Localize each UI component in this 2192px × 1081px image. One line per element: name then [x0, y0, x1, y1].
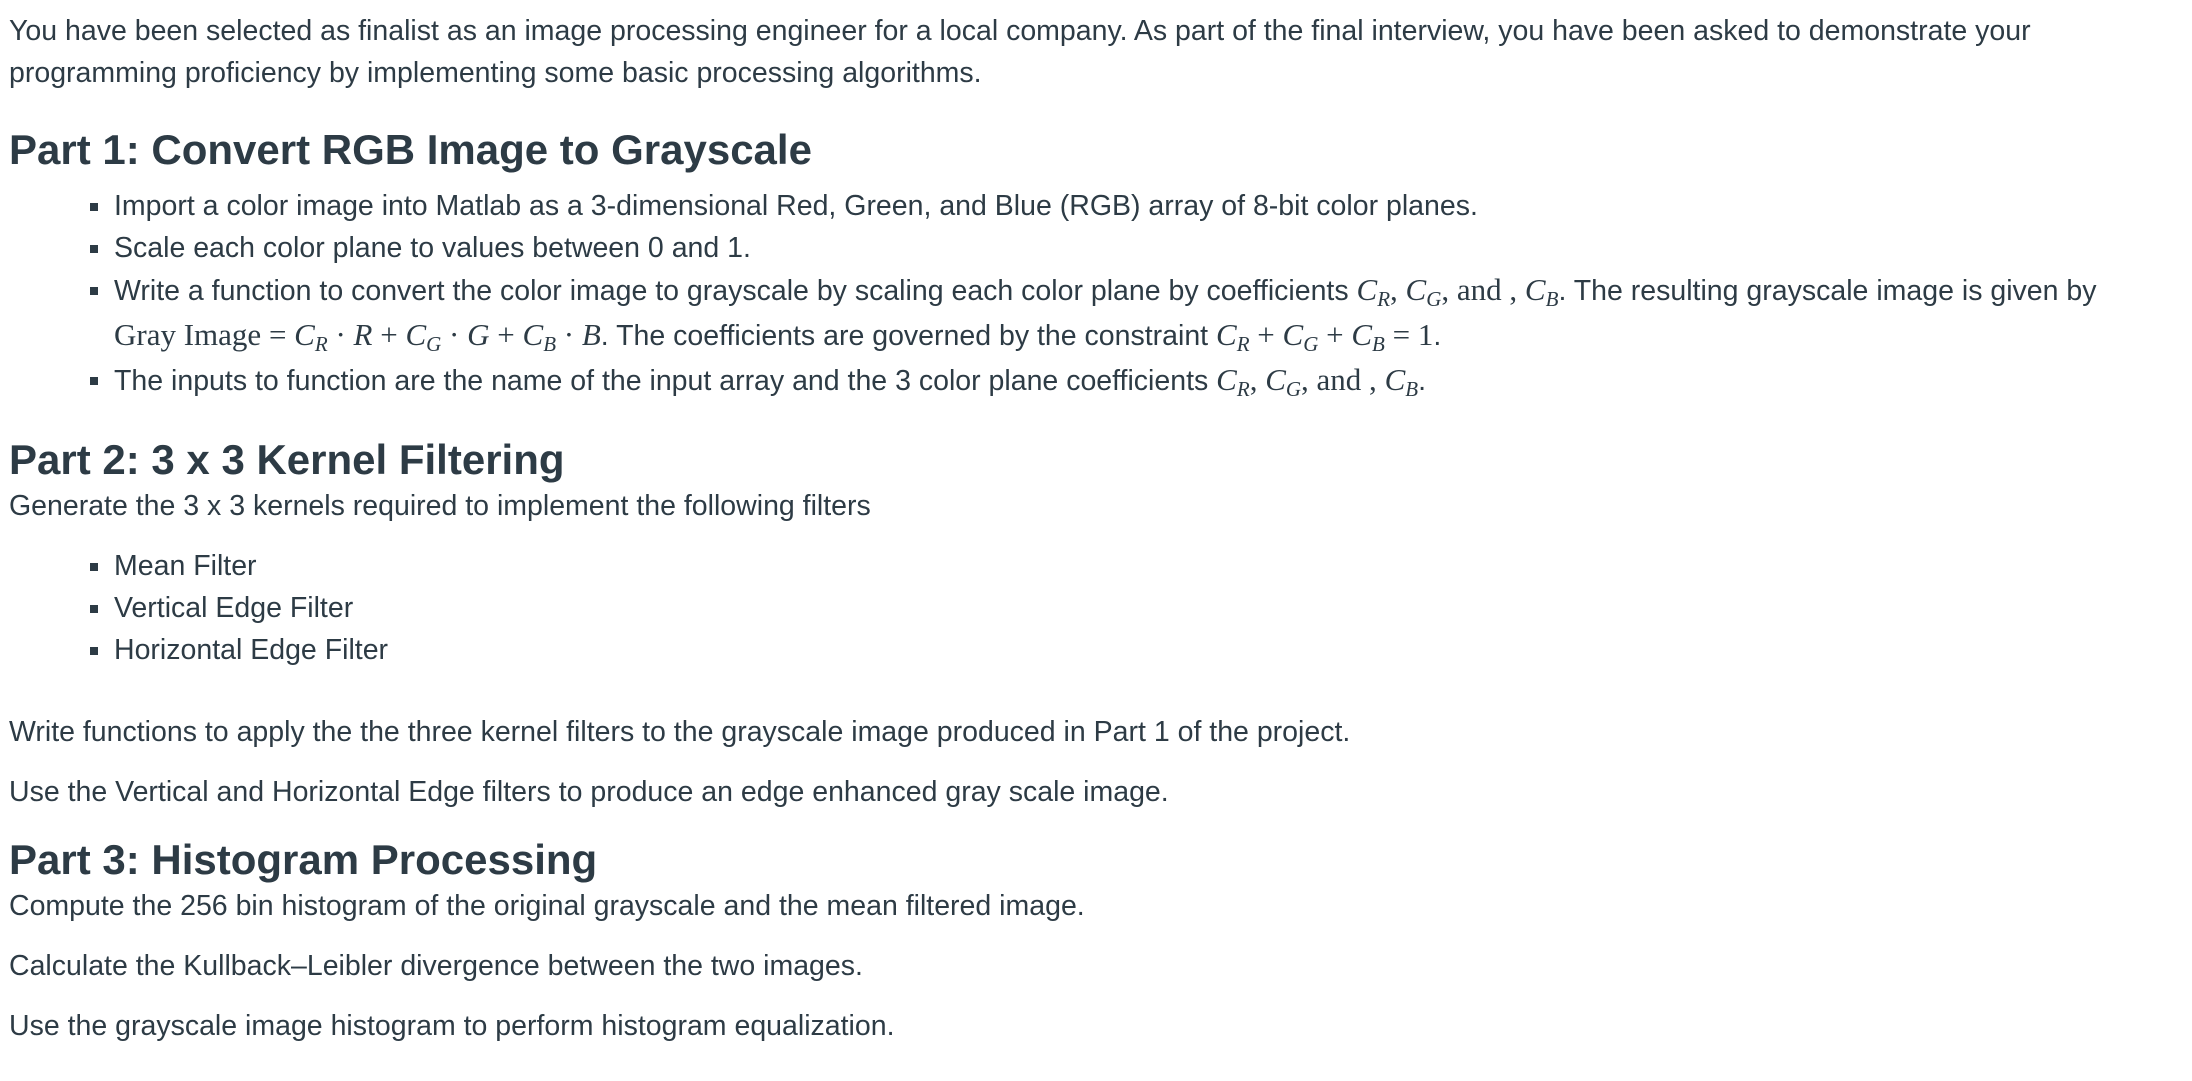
math-op: +: [1249, 317, 1283, 352]
math-op: ,: [1390, 272, 1406, 307]
math-var: C: [522, 317, 544, 352]
math-var: C: [1384, 362, 1406, 397]
math-sub: G: [1426, 287, 1442, 311]
math-op: +: [1318, 317, 1352, 352]
math-var: C: [1216, 362, 1237, 397]
part3-histogram-paragraph: Compute the 256 bin histogram of the original grayscale and the mean filtered image.: [9, 890, 1085, 922]
bullet-text: . The coefficients are governed by the constraint: [600, 320, 1217, 352]
math-sub: R: [1377, 287, 1391, 311]
gray-image-formula: [114, 317, 601, 356]
part2-heading: Part 2: 3 x 3 Kernel Filtering: [9, 436, 565, 483]
math-op: ,: [1249, 362, 1266, 397]
math-var: C: [1216, 317, 1237, 352]
math-var: C: [405, 317, 427, 352]
bullet-text: .: [1433, 320, 1442, 352]
list-item: Vertical Edge Filter: [114, 587, 2183, 629]
math-sub: G: [1303, 332, 1319, 356]
list-item: Horizontal Edge Filter: [114, 629, 2183, 671]
math-sub: R: [1236, 332, 1250, 356]
math-sub: B: [543, 332, 557, 356]
list-item: [114, 359, 2183, 404]
part3-heading: Part 3: Histogram Processing: [9, 836, 598, 883]
bullet-text: Write a function to convert the color image to grayscale by scaling each color plane by coefficients: [114, 275, 1357, 307]
part2-intro: Generate the 3 x 3 kernels required to implement the following filters: [9, 490, 871, 522]
coefficients-math: [1356, 272, 1559, 311]
math-var: C: [1351, 317, 1373, 352]
math-var: B: [581, 317, 601, 352]
math-op: +: [372, 317, 406, 352]
math-op: ·: [327, 317, 354, 352]
math-num: 1: [1417, 317, 1434, 352]
math-var: C: [1282, 317, 1304, 352]
part1-heading: Part 1: Convert RGB Image to Grayscale: [9, 126, 812, 173]
list-item: Import a color image into Matlab as a 3-dimensional Red, Green, and Blue (RGB) array of 8-bit color planes.: [114, 185, 2183, 227]
list-item: Mean Filter: [114, 545, 2183, 587]
math-op: ·: [441, 317, 468, 352]
list-item: Scale each color plane to values between 0 and 1.: [114, 227, 2183, 269]
part2-apply-paragraph: Write functions to apply the the three kernel filters to the grayscale image produced in Part 1 of the project.: [9, 716, 1351, 748]
coefficients-math: [1216, 362, 1419, 401]
math-sub: R: [314, 332, 328, 356]
math-sub: B: [1545, 287, 1559, 311]
math-sub: G: [1285, 377, 1302, 401]
math-sub: R: [1236, 377, 1250, 401]
math-var: C: [1265, 362, 1286, 397]
math-var: C: [1405, 272, 1427, 307]
bullet-text: The inputs to function are the name of the input array and the 3 color plane coefficients: [114, 365, 1217, 397]
math-op: and ,: [1456, 272, 1525, 307]
math-op: ,: [1301, 362, 1317, 397]
filter-list: [9, 545, 2183, 671]
part2-edge-paragraph: Use the Vertical and Horizontal Edge filters to produce an edge enhanced gray scale image.: [9, 776, 1169, 808]
math-sub: B: [1405, 377, 1419, 401]
math-op: ,: [1441, 272, 1457, 307]
list-item: [114, 269, 2183, 359]
math-op: ·: [556, 317, 582, 352]
math-op: and ,: [1316, 362, 1385, 397]
bullet-text: . The resulting grayscale image is given by: [1558, 275, 2097, 307]
bullet-text: .: [1418, 365, 1426, 397]
math-var: R: [353, 317, 373, 352]
math-var: C: [294, 317, 315, 352]
math-var: G: [467, 317, 490, 352]
math-var: C: [1524, 272, 1546, 307]
math-op: =: [261, 317, 295, 352]
part1-list: [9, 185, 2183, 404]
intro-paragraph: You have been selected as finalist as an image processing engineer for a local company. As part of the final interview, you have been asked to demonstrate your programming proficiency by implementing some basic processing algorithms.: [9, 15, 2031, 89]
math-var: C: [1356, 272, 1378, 307]
part3-kl-paragraph: Calculate the Kullback–Leibler divergence between the two images.: [9, 950, 863, 982]
math-op: +: [489, 317, 523, 352]
math-text: Gray Image: [114, 317, 262, 352]
math-sub: B: [1372, 332, 1385, 356]
math-sub: G: [426, 332, 442, 356]
part3-equalization-paragraph: Use the grayscale image histogram to perform histogram equalization.: [9, 1010, 895, 1042]
constraint-formula: [1216, 317, 1434, 356]
math-op: =: [1384, 317, 1418, 352]
